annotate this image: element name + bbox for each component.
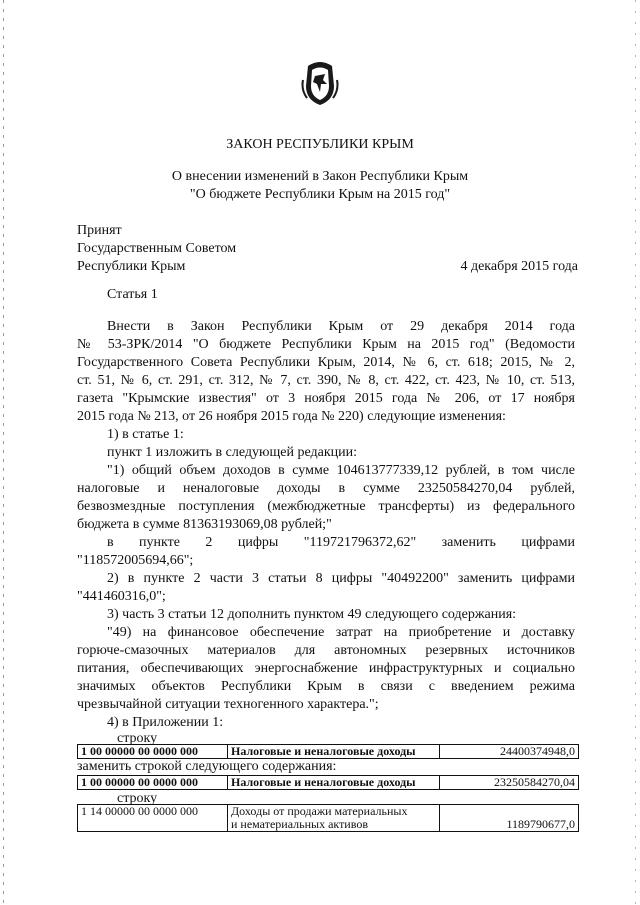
intro-line-6: 2015 года № 213, от 26 ноября 2015 года № 220) следующие изменения: xyxy=(77,409,506,424)
item-1-quote-line3: безвозмездные поступления (межбюджетные трансферты) из федерального xyxy=(77,499,575,514)
adoption-date: 4 декабря 2015 года xyxy=(460,259,578,274)
item-1-quote-line2: налоговые и неналоговые доходы в сумме 23250584270,04 рублей, xyxy=(77,481,575,496)
intro-line-5: газета "Крымские известия" от 3 ноября 2015 года № 206, от 17 ноября xyxy=(77,391,575,406)
item-1: 1) в статье 1: xyxy=(107,427,184,442)
table-row xyxy=(78,745,579,759)
row-word-2: строку xyxy=(117,791,158,806)
item-4: 4) в Приложении 1: xyxy=(107,715,224,730)
row-name-line2: и нематериальных активов xyxy=(231,817,368,831)
intro-line-2: № 53-ЗРК/2014 "О бюджете Республики Крым на 2015 год" (Ведомости xyxy=(77,337,575,352)
item-2-line2: "441460316,0"; xyxy=(77,589,166,604)
row-name-line1: Доходы от продажи материальных xyxy=(231,804,408,818)
law-title: ЗАКОН РЕСПУБЛИКИ КРЫМ xyxy=(226,137,414,152)
item-1-quote-line1: "1) общий объем доходов в сумме 104613777339,12 рублей, в том числе xyxy=(107,463,575,478)
item-1-quote-line4: бюджета в сумме 81363193069,08 рублей;" xyxy=(77,517,332,532)
item-3-quote-line4: значимых объектов Республики Крым в связи с введением режима xyxy=(77,679,575,694)
item-1-point: пункт 1 изложить в следующей редакции: xyxy=(107,445,357,460)
table-row xyxy=(78,805,579,832)
item-3-quote-line3: питания, обеспечивающих энергоснабжение инфраструктурных и социально xyxy=(77,661,575,676)
item-3-quote-line1: "49) на финансовое обеспечение затрат на приобретение и доставку xyxy=(107,625,575,640)
table-row xyxy=(78,776,579,790)
crimea-emblem-icon xyxy=(301,60,339,106)
budget-table-third-row xyxy=(77,804,579,832)
item-2-line1: 2) в пункте 2 части 3 статьи 8 цифры "40492200" заменить цифрами xyxy=(107,571,575,586)
budget-table-new-row xyxy=(77,775,579,790)
article-label: Статья 1 xyxy=(107,287,158,302)
row-code: 1 00 00000 00 0000 000 xyxy=(78,745,228,759)
intro-line-3: Государственного Совета Республики Крым, 2014, № 6, ст. 618; 2015, № 2, xyxy=(77,355,575,370)
replace-text: заменить строкой следующего содержания: xyxy=(77,759,337,774)
intro-line-4: ст. 51, № 6, ст. 291, ст. 312, № 7, ст. 390, № 8, ст. 422, ст. 423, № 10, ст. 513, xyxy=(77,373,575,388)
row-name: Налоговые и неналоговые доходы xyxy=(228,745,440,759)
item-3-quote-line5: чрезвычайной ситуации техногенного характера."; xyxy=(77,697,379,712)
row-amount: 23250584270,04 xyxy=(440,776,579,790)
row-amount: 1189790677,0 xyxy=(440,805,579,832)
intro-line-1: Внести в Закон Республики Крым от 29 декабря 2014 года xyxy=(107,319,575,334)
row-code: 1 00 00000 00 0000 000 xyxy=(78,776,228,790)
item-1-point2-line1: в пункте 2 цифры "119721796372,62" заменить цифрами xyxy=(107,535,575,550)
law-subtitle-line2: "О бюджете Республики Крым на 2015 год" xyxy=(189,187,451,202)
item-3-quote-line2: горюче-смазочных материалов для автономных резервных источников xyxy=(77,643,575,658)
item-1-point2-line2: "118572005694,66"; xyxy=(77,553,194,568)
adoption-line3: Республики Крым xyxy=(77,259,186,274)
law-subtitle-line1: О внесении изменений в Закон Республики Крым xyxy=(171,169,469,184)
row-word-1: строку xyxy=(117,731,158,746)
adoption-line1: Принят xyxy=(77,223,122,238)
budget-table-old-row xyxy=(77,744,579,759)
item-3: 3) часть 3 статьи 12 дополнить пунктом 49 следующего содержания: xyxy=(107,607,517,622)
row-name xyxy=(228,805,440,832)
row-amount: 24400374948,0 xyxy=(440,745,579,759)
row-code: 1 14 00000 00 0000 000 xyxy=(78,805,228,832)
adoption-line2: Государственным Советом xyxy=(77,241,237,256)
row-name: Налоговые и неналоговые доходы xyxy=(228,776,440,790)
